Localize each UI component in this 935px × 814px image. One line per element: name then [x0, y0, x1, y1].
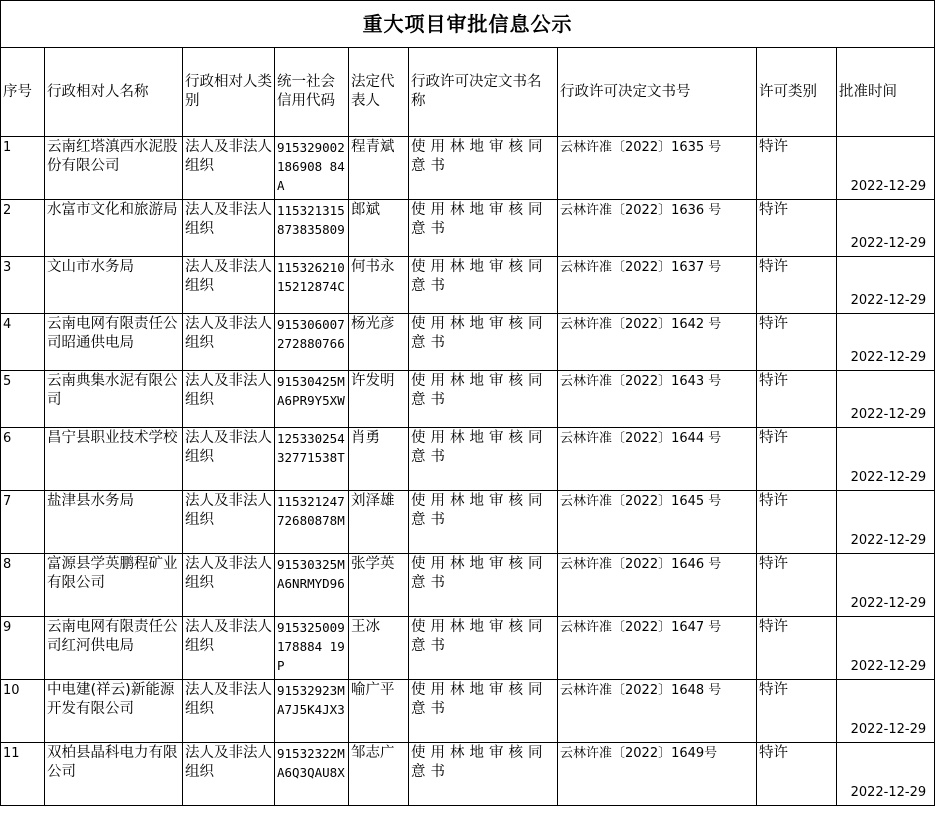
page-title: 重大项目审批信息公示: [1, 1, 935, 48]
cell-credit-code: 915306007272880766: [275, 314, 349, 371]
cell-name: 云南红塔滇西水泥股份有限公司: [45, 137, 183, 200]
table-row: [1, 617, 935, 680]
cell-permit-type: 特许: [757, 257, 837, 314]
cell-doc-name: 使用林地审核同意书: [409, 200, 558, 257]
table-row: [1, 680, 935, 743]
header-seq: 序号: [1, 48, 45, 137]
cell-credit-code: 915325009178884 19P: [275, 617, 349, 680]
cell-category: 法人及非法人组织: [183, 491, 275, 554]
cell-credit-code: 91530425MA6PR9Y5XW: [275, 371, 349, 428]
cell-credit-code: 91532923MA7J5K4JX3: [275, 680, 349, 743]
cell-permit-type: 特许: [757, 617, 837, 680]
cell-doc-no: 云林许准〔2022〕1647 号: [558, 617, 757, 680]
cell-doc-no: 云林许准〔2022〕1644 号: [558, 428, 757, 491]
cell-approve-date: 2022-12-29: [837, 257, 935, 314]
cell-approve-date: 2022-12-29: [837, 428, 935, 491]
cell-doc-name: 使用林地审核同意书: [409, 428, 558, 491]
cell-doc-no: 云林许准〔2022〕1636 号: [558, 200, 757, 257]
cell-seq: 7: [1, 491, 45, 554]
cell-seq: 1: [1, 137, 45, 200]
cell-legal-rep: 郎斌: [349, 200, 409, 257]
cell-doc-name: 使用林地审核同意书: [409, 257, 558, 314]
cell-seq: 6: [1, 428, 45, 491]
cell-seq: 10: [1, 680, 45, 743]
table-row: [1, 491, 935, 554]
cell-permit-type: 特许: [757, 554, 837, 617]
table-row: [1, 554, 935, 617]
cell-credit-code: 11532124772680878M: [275, 491, 349, 554]
cell-doc-name: 使用林地审核同意书: [409, 491, 558, 554]
cell-credit-code: 91530325MA6NRMYD96: [275, 554, 349, 617]
cell-doc-name: 使用林地审核同意书: [409, 554, 558, 617]
cell-legal-rep: 杨光彦: [349, 314, 409, 371]
cell-credit-code: 91532322MA6Q3QAU8X: [275, 743, 349, 806]
cell-legal-rep: 王冰: [349, 617, 409, 680]
cell-permit-type: 特许: [757, 314, 837, 371]
cell-name: 双柏县晶科电力有限公司: [45, 743, 183, 806]
cell-category: 法人及非法人组织: [183, 371, 275, 428]
cell-credit-code: 915329002186908 84A: [275, 137, 349, 200]
cell-approve-date: 2022-12-29: [837, 743, 935, 806]
cell-approve-date: 2022-12-29: [837, 554, 935, 617]
cell-legal-rep: 邹志广: [349, 743, 409, 806]
cell-permit-type: 特许: [757, 137, 837, 200]
cell-category: 法人及非法人组织: [183, 743, 275, 806]
cell-category: 法人及非法人组织: [183, 680, 275, 743]
header-approve-date: 批准时间: [837, 48, 935, 137]
table-row: [1, 314, 935, 371]
cell-doc-name: 使用林地审核同意书: [409, 680, 558, 743]
header-credit-code: 统一社会信用代码: [275, 48, 349, 137]
cell-category: 法人及非法人组织: [183, 257, 275, 314]
cell-credit-code: 12533025432771538T: [275, 428, 349, 491]
cell-permit-type: 特许: [757, 371, 837, 428]
cell-permit-type: 特许: [757, 491, 837, 554]
cell-doc-no: 云林许准〔2022〕1646 号: [558, 554, 757, 617]
cell-category: 法人及非法人组织: [183, 200, 275, 257]
cell-name: 中电建(祥云)新能源开发有限公司: [45, 680, 183, 743]
cell-seq: 5: [1, 371, 45, 428]
cell-doc-name: 使用林地审核同意书: [409, 743, 558, 806]
cell-name: 富源县学英鹏程矿业有限公司: [45, 554, 183, 617]
cell-name: 盐津县水务局: [45, 491, 183, 554]
cell-seq: 9: [1, 617, 45, 680]
cell-approve-date: 2022-12-29: [837, 491, 935, 554]
table-row: [1, 137, 935, 200]
cell-category: 法人及非法人组织: [183, 314, 275, 371]
header-name: 行政相对人名称: [45, 48, 183, 137]
cell-legal-rep: 肖勇: [349, 428, 409, 491]
cell-credit-code: 115321315873835809: [275, 200, 349, 257]
table-row: [1, 200, 935, 257]
cell-seq: 11: [1, 743, 45, 806]
cell-category: 法人及非法人组织: [183, 137, 275, 200]
cell-legal-rep: 喻广平: [349, 680, 409, 743]
cell-legal-rep: 许发明: [349, 371, 409, 428]
cell-permit-type: 特许: [757, 428, 837, 491]
cell-doc-no: 云林许准〔2022〕1649号: [558, 743, 757, 806]
cell-name: 云南电网有限责任公司昭通供电局: [45, 314, 183, 371]
cell-permit-type: 特许: [757, 680, 837, 743]
cell-category: 法人及非法人组织: [183, 554, 275, 617]
header-category: 行政相对人类别: [183, 48, 275, 137]
cell-doc-name: 使用林地审核同意书: [409, 314, 558, 371]
table-row: [1, 257, 935, 314]
cell-approve-date: 2022-12-29: [837, 314, 935, 371]
cell-doc-no: 云林许准〔2022〕1635 号: [558, 137, 757, 200]
cell-seq: 2: [1, 200, 45, 257]
cell-doc-no: 云林许准〔2022〕1643 号: [558, 371, 757, 428]
cell-category: 法人及非法人组织: [183, 428, 275, 491]
cell-doc-name: 使用林地审核同意书: [409, 617, 558, 680]
cell-permit-type: 特许: [757, 743, 837, 806]
cell-seq: 3: [1, 257, 45, 314]
header-permit-type: 许可类别: [757, 48, 837, 137]
cell-doc-name: 使用林地审核同意书: [409, 137, 558, 200]
cell-name: 文山市水务局: [45, 257, 183, 314]
cell-doc-no: 云林许准〔2022〕1637 号: [558, 257, 757, 314]
cell-seq: 8: [1, 554, 45, 617]
cell-approve-date: 2022-12-29: [837, 137, 935, 200]
header-legal-rep: 法定代表人: [349, 48, 409, 137]
cell-approve-date: 2022-12-29: [837, 371, 935, 428]
cell-category: 法人及非法人组织: [183, 617, 275, 680]
table-row: [1, 428, 935, 491]
cell-doc-name: 使用林地审核同意书: [409, 371, 558, 428]
cell-permit-type: 特许: [757, 200, 837, 257]
header-doc-no: 行政许可决定文书号: [558, 48, 757, 137]
header-doc-name: 行政许可决定文书名称: [409, 48, 558, 137]
cell-approve-date: 2022-12-29: [837, 680, 935, 743]
cell-approve-date: 2022-12-29: [837, 617, 935, 680]
cell-credit-code: 11532621015212874C: [275, 257, 349, 314]
cell-doc-no: 云林许准〔2022〕1648 号: [558, 680, 757, 743]
cell-name: 云南电网有限责任公司红河供电局: [45, 617, 183, 680]
table-row: [1, 743, 935, 806]
cell-name: 水富市文化和旅游局: [45, 200, 183, 257]
cell-doc-no: 云林许准〔2022〕1642 号: [558, 314, 757, 371]
table-header-row: [1, 48, 935, 137]
cell-legal-rep: 程青斌: [349, 137, 409, 200]
cell-approve-date: 2022-12-29: [837, 200, 935, 257]
table-row: [1, 371, 935, 428]
cell-seq: 4: [1, 314, 45, 371]
cell-legal-rep: 何书永: [349, 257, 409, 314]
cell-doc-no: 云林许准〔2022〕1645 号: [558, 491, 757, 554]
cell-legal-rep: 刘泽雄: [349, 491, 409, 554]
cell-name: 云南典集水泥有限公司: [45, 371, 183, 428]
cell-name: 昌宁县职业技术学校: [45, 428, 183, 491]
cell-legal-rep: 张学英: [349, 554, 409, 617]
